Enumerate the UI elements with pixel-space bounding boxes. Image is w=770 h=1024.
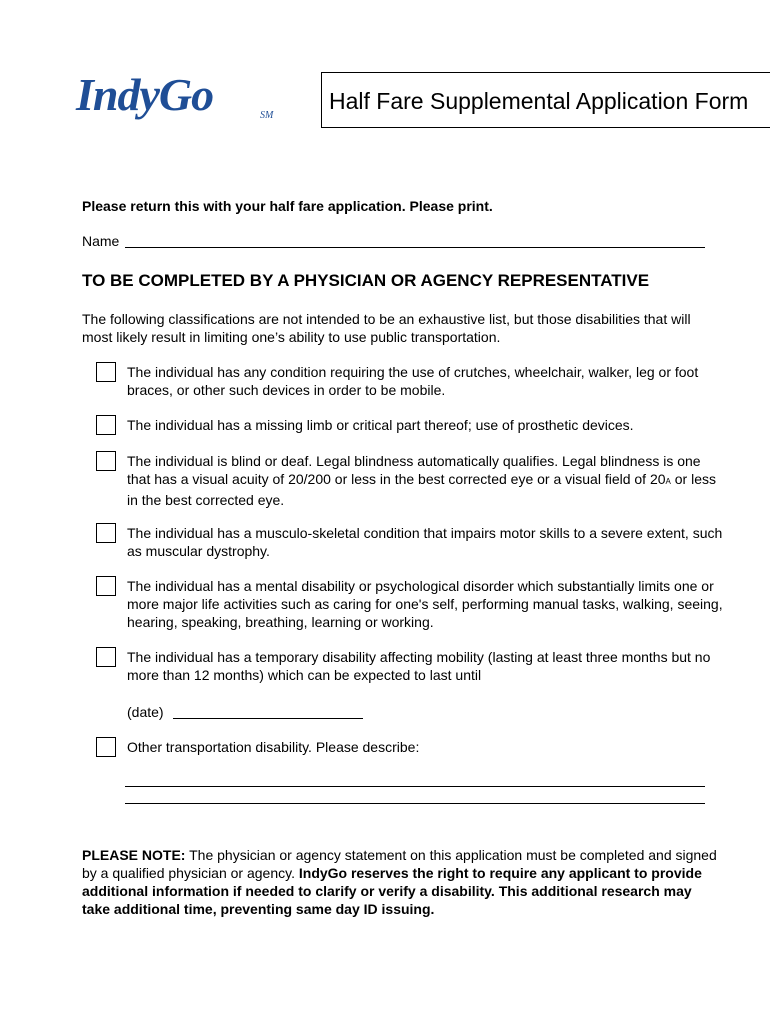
classification-checkbox[interactable] xyxy=(96,647,116,667)
form-title-box xyxy=(321,72,770,128)
classification-checkbox[interactable] xyxy=(96,576,116,596)
classification-text xyxy=(127,452,727,509)
section-heading: TO BE COMPLETED BY A PHYSICIAN OR AGENCY REPRESENTATIVE xyxy=(82,271,650,290)
logo-wordmark: IndyGo xyxy=(76,69,214,120)
date-field[interactable] xyxy=(173,718,363,719)
note-bold-text: IndyGo reserves the right to require any applicant to provide additional information if needed to clarify or verify a disability. This additional research may take additional time, preventing same day ID issuing. xyxy=(82,865,702,917)
classification-text: Other transportation disability. Please describe: xyxy=(127,739,420,755)
classification-text: The individual has a musculo-skeletal condition that impairs motor skills to a severe extent, such as muscular dystrophy. xyxy=(127,525,723,559)
form-title: Half Fare Supplemental Application Form xyxy=(329,88,749,114)
description-field[interactable] xyxy=(125,786,705,787)
classification-checkbox[interactable] xyxy=(96,451,116,471)
note-text: The physician or agency statement on this application must be completed and signed by a qualified physician or agency. xyxy=(82,847,717,881)
service-mark: SM xyxy=(260,110,274,121)
classification-text: The individual has a missing limb or critical part thereof; use of prosthetic devices. xyxy=(127,417,634,433)
classification-checkbox[interactable] xyxy=(96,737,116,757)
classification-text-tail: or less in the best corrected eye. xyxy=(127,471,716,508)
please-note xyxy=(82,846,722,918)
classification-text: The individual has a temporary disability affecting mobility (lasting at least three months but no more than 12 months) which can be expected to last until xyxy=(127,649,711,683)
classification-checkbox[interactable] xyxy=(96,523,116,543)
name-field[interactable] xyxy=(125,247,705,248)
classification-text: The individual has a mental disability or psychological disorder which substantially limits one or more major life activities such as caring for one's self, performing manual tasks, walking, seeing, hearing, speaking, breathing, learning or working. xyxy=(127,578,723,630)
classification-text-main: The individual is blind or deaf. Legal blindness automatically qualifies. Legal blindness is one that has a visual acuity of 20/200 or less in the best corrected eye or a visual field of 20 xyxy=(127,453,701,487)
classification-text: The individual has any condition requiring the use of crutches, wheelchair, walker, leg or foot braces, or other such devices in order to be mobile. xyxy=(127,364,699,398)
instruction-text: Please return this with your half fare application. Please print. xyxy=(82,198,493,214)
description-field[interactable] xyxy=(125,803,705,804)
note-label: PLEASE NOTE: xyxy=(82,847,186,863)
indygo-logo xyxy=(76,70,276,126)
visual-field-subscript: A xyxy=(665,477,671,486)
name-label: Name xyxy=(82,233,120,249)
intro-text: The following classifications are not intended to be an exhaustive list, but those disabilities that will most likely result in limiting one’s ability to use public transportation. xyxy=(82,311,691,345)
date-label: (date) xyxy=(127,704,164,720)
classification-checkbox[interactable] xyxy=(96,362,116,382)
classification-checkbox[interactable] xyxy=(96,415,116,435)
